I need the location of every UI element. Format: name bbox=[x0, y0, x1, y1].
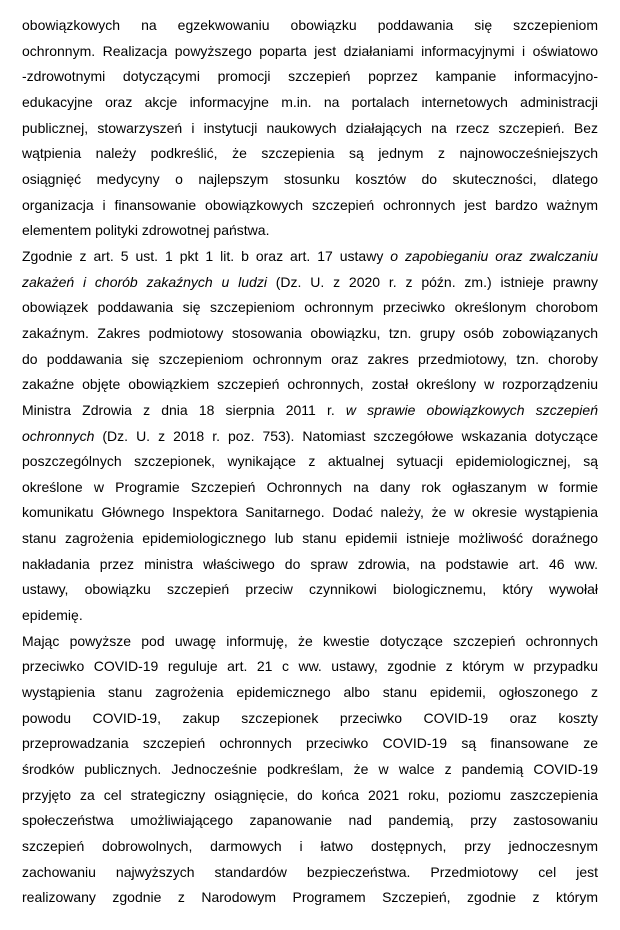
document-body bbox=[22, 13, 598, 911]
text-line bbox=[22, 141, 598, 167]
text-line bbox=[22, 244, 598, 270]
text-segment: zakaźnym. Zakres podmiotowy stosowania obowiązku, tzn. grupy osób zobowiązanych bbox=[22, 324, 598, 341]
text-segment: zachowaniu najwyższych standardów bezpieczeństwa. Przedmiotowy cel jest bbox=[22, 863, 598, 880]
text-segment: poszczególnych szczepionek, wynikające z aktualnej sytuacji epidemiologicznej, są bbox=[22, 453, 598, 470]
text-line bbox=[22, 834, 598, 860]
text-segment: epidemię. bbox=[22, 607, 83, 624]
text-line bbox=[22, 218, 598, 244]
text-line bbox=[22, 860, 598, 886]
text-segment: obowiązek poddawania się szczepieniom ochronnym przeciwko określonym chorobom bbox=[22, 299, 598, 316]
text-segment: Ministra Zdrowia z dnia 18 sierpnia 2011 r. bbox=[22, 401, 346, 418]
text-segment: ochronnym. Realizacja powyższego poparta jest działaniami informacyjnymi i oświatowo bbox=[22, 42, 598, 59]
text-line bbox=[22, 321, 598, 347]
text-line bbox=[22, 39, 598, 65]
text-line bbox=[22, 808, 598, 834]
text-segment: przeprowadzania szczepień ochronnych przeciwko COVID-19 są finansowane ze bbox=[22, 735, 598, 752]
text-segment: (Dz. U. z 2020 r. z późn. zm.) istnieje prawny bbox=[266, 273, 598, 290]
text-segment: obowiązkowych na egzekwowaniu obowiązku poddawania się szczepieniom bbox=[22, 17, 598, 33]
text-line bbox=[22, 552, 598, 578]
text-line bbox=[22, 116, 598, 142]
text-line bbox=[22, 424, 598, 450]
text-line bbox=[22, 885, 598, 911]
text-line bbox=[22, 295, 598, 321]
paragraph bbox=[22, 13, 598, 244]
text-line bbox=[22, 500, 598, 526]
text-segment: ustawy, obowiązku szczepień przeciw czynnikowi biologicznemu, który wywołał bbox=[22, 581, 598, 598]
text-segment: określone w Programie Szczepień Ochronnych na dany rok ogłaszanym w formie bbox=[22, 478, 598, 495]
text-line bbox=[22, 680, 598, 706]
text-segment: wystąpienia stanu zagrożenia epidemicznego albo stanu epidemii, ogłoszonego z bbox=[22, 684, 598, 701]
text-line bbox=[22, 706, 598, 732]
text-line bbox=[22, 449, 598, 475]
text-segment: elementem polityki zdrowotnej państwa. bbox=[22, 222, 270, 239]
text-segment: komunikatu Głównego Inspektora Sanitarnego. Dodać należy, że w okresie wystąpienia bbox=[22, 504, 598, 521]
text-segment: Zgodnie z art. 5 ust. 1 pkt 1 lit. b oraz art. 17 ustawy bbox=[22, 247, 391, 264]
text-line bbox=[22, 757, 598, 783]
italic-text-segment: ochronnych bbox=[22, 427, 95, 444]
text-line bbox=[22, 193, 598, 219]
text-line bbox=[22, 64, 598, 90]
text-line bbox=[22, 372, 598, 398]
text-line bbox=[22, 475, 598, 501]
text-segment: osiągnięć medycyny o najlepszym stosunku kosztów do skuteczności, dlatego bbox=[22, 170, 598, 187]
text-segment: przeciwko COVID-19 reguluje art. 21 c ww. ustawy, zgodnie z którym w przypadku bbox=[22, 658, 598, 675]
text-segment: stanu zagrożenia epidemiologicznego lub stanu epidemii istnieje możliwość doraźnego bbox=[22, 530, 598, 547]
text-segment: organizacja i finansowanie obowiązkowych szczepień ochronnych jest bardzo ważnym bbox=[22, 196, 598, 213]
text-segment: (Dz. U. z 2018 r. poz. 753). Natomiast szczegółowe wskazania dotyczące bbox=[94, 427, 598, 444]
text-line bbox=[22, 398, 598, 424]
text-line bbox=[22, 90, 598, 116]
italic-text-segment: o zapobieganiu oraz zwalczaniu bbox=[390, 247, 598, 264]
text-line bbox=[22, 577, 598, 603]
text-segment: powodu COVID-19, zakup szczepionek przeciwko COVID-19 oraz koszty bbox=[22, 709, 598, 726]
text-segment: Mając powyższe pod uwagę informuję, że kwestie dotyczące szczepień ochronnych bbox=[22, 632, 598, 649]
text-line bbox=[22, 270, 598, 296]
text-segment: szczepień dobrowolnych, darmowych i łatwo dostępnych, przy jednoczesnym bbox=[22, 838, 598, 854]
text-segment: do poddawania się szczepieniom ochronnym oraz zakres przedmiotowy, tzn. choroby bbox=[22, 350, 598, 367]
text-segment: -zdrowotnymi dotyczącymi promocji szczepień poprzez kampanie informacyjno- bbox=[22, 68, 598, 85]
text-line bbox=[22, 603, 598, 629]
text-line bbox=[22, 654, 598, 680]
italic-text-segment: zakażeń i chorób zakaźnych u ludzi bbox=[22, 273, 267, 290]
text-line bbox=[22, 526, 598, 552]
text-line bbox=[22, 731, 598, 757]
text-segment: zakaźne objęte obowiązkiem szczepień ochronnych, został określony w rozporządzeniu bbox=[22, 376, 598, 393]
text-line bbox=[22, 167, 598, 193]
text-line bbox=[22, 347, 598, 373]
text-segment: nakładania przez ministra właściwego do spraw zdrowia, na podstawie art. 46 ww. bbox=[22, 555, 598, 572]
text-segment: publicznej, stowarzyszeń i instytucji naukowych działających na rzecz szczepień. Bez bbox=[22, 119, 598, 136]
text-line bbox=[22, 783, 598, 809]
text-segment: wątpienia należy podkreślić, że szczepienia są jednym z najnowocześniejszych bbox=[22, 145, 598, 162]
text-segment: środków publicznych. Jednocześnie podkreślam, że w walce z pandemią COVID-19 bbox=[22, 761, 598, 778]
paragraph bbox=[22, 244, 598, 629]
text-segment: realizowany zgodnie z Narodowym Programem Szczepień, zgodnie z którym bbox=[22, 889, 598, 906]
text-line bbox=[22, 13, 598, 39]
italic-text-segment: w sprawie obowiązkowych szczepień bbox=[345, 401, 598, 418]
text-segment: edukacyjne oraz akcje informacyjne m.in. na portalach internetowych administracji bbox=[22, 93, 598, 110]
text-segment: przyjęto za cel strategiczny osiągnięcie, do końca 2021 roku, poziomu zaszczepienia bbox=[22, 786, 598, 803]
paragraph bbox=[22, 629, 598, 911]
text-line bbox=[22, 629, 598, 655]
text-segment: społeczeństwa umożliwiającego zapanowanie nad pandemią, przy zastosowaniu bbox=[22, 812, 598, 829]
